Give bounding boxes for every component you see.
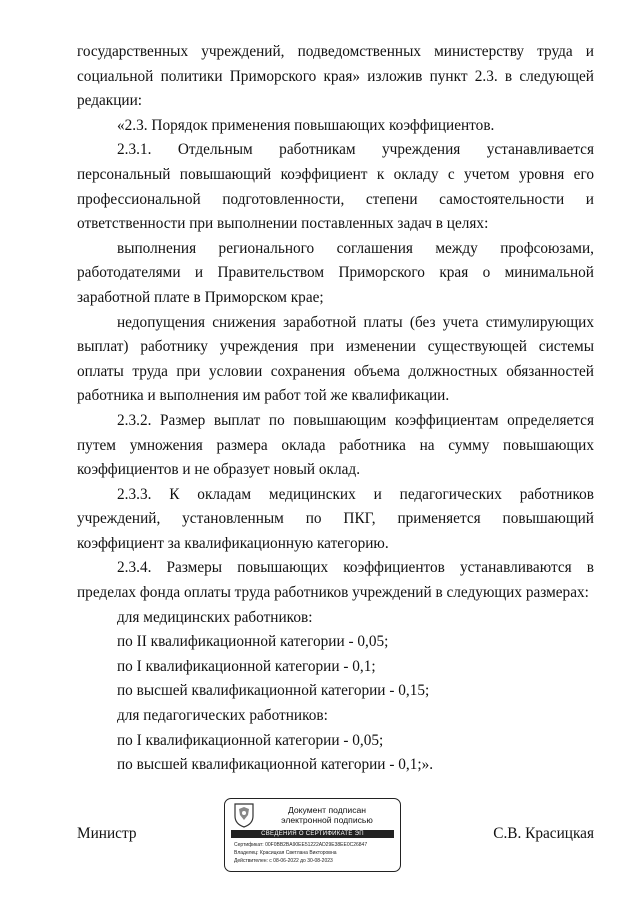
paragraph: 2.3.1. Отдельным работникам учреждения устанавливается персональный повышающий коэффициент к окладу с учетом уровня его профессиональной подготовленности, степени самостоятельности и ответственности при выполнении поставленных задач в целях: — [77, 141, 594, 233]
stamp-title-line1: Документ подписан — [287, 805, 367, 815]
paragraph: 2.3.2. Размер выплат по повышающим коэффициентам определяется путем умножения размера оклада работника на сумму повышающих коэффициентов и не образует новый оклад. — [77, 411, 594, 479]
paragraph: государственных учреждений, подведомственных министерству труда и социальной политики Приморского края» изложив пункт 2.3. в следующей редакции: — [77, 43, 594, 110]
document-body — [77, 40, 594, 778]
stamp-certificate-bar: СВЕДЕНИЯ О СЕРТИФИКАТЕ ЭП — [231, 830, 394, 838]
stamp-title — [259, 805, 395, 825]
paragraph: для педагогических работников: — [117, 707, 328, 725]
paragraph: по высшей квалификационной категории - 0,1;». — [117, 756, 434, 774]
paragraph: по I квалификационной категории - 0,05; — [117, 731, 384, 749]
stamp-owner: Владелец: Красицкая Светлана Викторовна — [234, 850, 337, 856]
stamp-validity: Действителен: с 08-06-2022 до 30-08-2023 — [234, 858, 333, 864]
paragraph: 2.3.3. К окладам медицинских и педагогических работников учреждений, установленным по ПКГ, применяется повышающий коэффициент за квалификационную категорию. — [77, 485, 594, 552]
stamp-title-line2: электронной подписью — [281, 815, 373, 825]
electronic-signature-stamp — [224, 798, 401, 872]
paragraph: недопущения снижения заработной платы (без учета стимулирующих выплат) работнику учреждения при изменении существующей системы оплаты труда при условии сохранения объема должностных обязанностей работника и выполнения им работ той же квалификации. — [77, 313, 594, 405]
paragraph: по высшей квалификационной категории - 0,15; — [117, 682, 430, 700]
paragraph: выполнения регионального соглашения между профсоюзами, работодателями и Правительством Приморского края о минимальной заработной плате в Приморском крае; — [77, 239, 594, 306]
coat-of-arms-icon — [233, 802, 255, 828]
paragraph: «2.3. Порядок применения повышающих коэффициентов. — [117, 116, 495, 134]
stamp-certificate-number: Сертификат: 00F0BB2BA90EE51222AD29E38EE0C26847 — [234, 842, 368, 848]
paragraph: для медицинских работников: — [117, 608, 313, 626]
paragraph: 2.3.4. Размеры повышающих коэффициентов устанавливаются в пределах фонда оплаты труда работников учреждений в следующих размерах: — [77, 559, 594, 602]
signatory-name: С.В. Красицкая — [493, 825, 594, 842]
paragraph: по II квалификационной категории - 0,05; — [117, 633, 389, 651]
signatory-position: Министр — [77, 825, 137, 842]
paragraph: по I квалификационной категории - 0,1; — [117, 657, 376, 675]
